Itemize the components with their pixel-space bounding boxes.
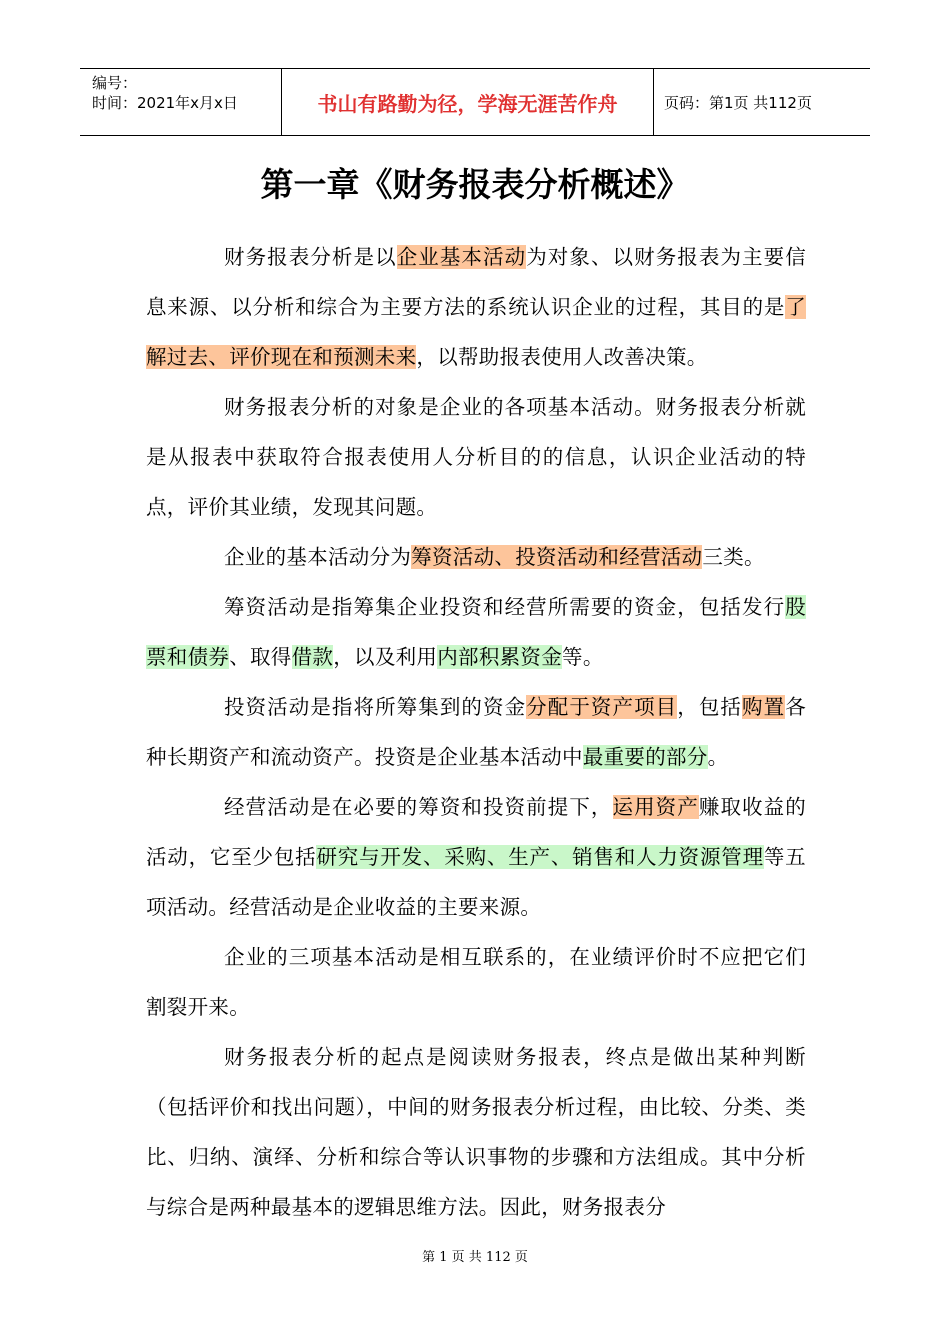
paragraph — [146, 1032, 806, 1232]
highlight-orange: 企业基本活动 — [396, 245, 527, 269]
time-label: 时间：2021年x月x日 — [92, 94, 238, 112]
text-run: ，包括 — [677, 695, 743, 719]
highlight-green: 内部积累资金 — [437, 645, 563, 669]
page-header — [80, 68, 870, 136]
paragraph — [146, 232, 806, 382]
highlight-orange: 了解过去、评价现在和预测未来 — [146, 295, 806, 369]
chapter-title: 第一章《财务报表分析概述》 — [260, 165, 690, 204]
text-run: 三类。 — [702, 545, 765, 569]
highlight-orange: 分配于资产项目 — [526, 695, 678, 719]
highlight-green: 股票和债券 — [146, 595, 806, 669]
text-run: 经营活动是在必要的筹资和投资前提下， — [224, 795, 613, 819]
text-run: 财务报表分析是以 — [224, 245, 397, 269]
header-meta — [80, 69, 282, 135]
text-run: 财务报表分析的起点是阅读财务报表，终点是做出某种判断（包括评价和找出问题），中间的财务报表分析过程，由比较、分类、类比、归纳、演绎、分析和综合等认识事物的步骤和方法组成。其中分析与综合是两种最基本的逻辑思维方法。因此，财务报表分 — [146, 1045, 806, 1219]
text-run: 企业的基本活动分为 — [224, 545, 412, 569]
text-run: ，以及利用 — [333, 645, 438, 669]
text-run: 各种长期资产和流动资产。投资是企业基本活动中 — [146, 695, 806, 769]
text-run: 企业的三项基本活动是相互联系的，在业绩评价时不应把它们割裂开来。 — [146, 945, 806, 1019]
text-run: 赚取收益的活动，它至少包括 — [146, 795, 806, 869]
highlight-orange: 筹资活动、投资活动和经营活动 — [411, 545, 703, 569]
paragraph — [146, 782, 806, 932]
paragraph — [146, 932, 806, 1032]
highlight-orange: 购置 — [742, 695, 786, 719]
header-page-info: 页码：第1页 共112页 — [664, 93, 812, 112]
header-motto: 书山有路勤为径，学海无涯苦作舟 — [282, 69, 654, 135]
text-run: 。 — [707, 745, 729, 769]
text-run: ，以帮助报表使用人改善决策。 — [416, 345, 708, 369]
document-body — [146, 232, 806, 1232]
text-run: 等五项活动。经营活动是企业收益的主要来源。 — [146, 845, 806, 919]
text-run: 、取得 — [229, 645, 292, 669]
text-run: 筹资活动是指筹集企业投资和经营所需要的资金，包括发行 — [224, 595, 786, 619]
text-run: 等。 — [562, 645, 604, 669]
paragraph — [146, 532, 806, 582]
number-label: 编号： — [92, 74, 138, 92]
text-run: 财务报表分析的对象是企业的各项基本活动。财务报表分析就是从报表中获取符合报表使用人分析目的的信息，认识企业活动的特点，评价其业绩，发现其问题。 — [146, 395, 806, 519]
text-run: 为对象、以财务报表为主要信息来源、以分析和综合为主要方法的系统认识企业的过程，其目的是 — [146, 245, 806, 319]
paragraph — [146, 682, 806, 782]
paragraph — [146, 582, 806, 682]
highlight-green: 借款 — [291, 645, 334, 669]
highlight-green: 研究与开发、采购、生产、销售和人力资源管理 — [316, 845, 764, 869]
paragraph — [146, 382, 806, 532]
text-run: 投资活动是指将所筹集到的资金 — [224, 695, 527, 719]
page-footer: 第 1 页 共 112 页 — [422, 1250, 528, 1265]
highlight-green: 最重要的部分 — [582, 745, 708, 769]
highlight-orange: 运用资产 — [612, 795, 699, 819]
